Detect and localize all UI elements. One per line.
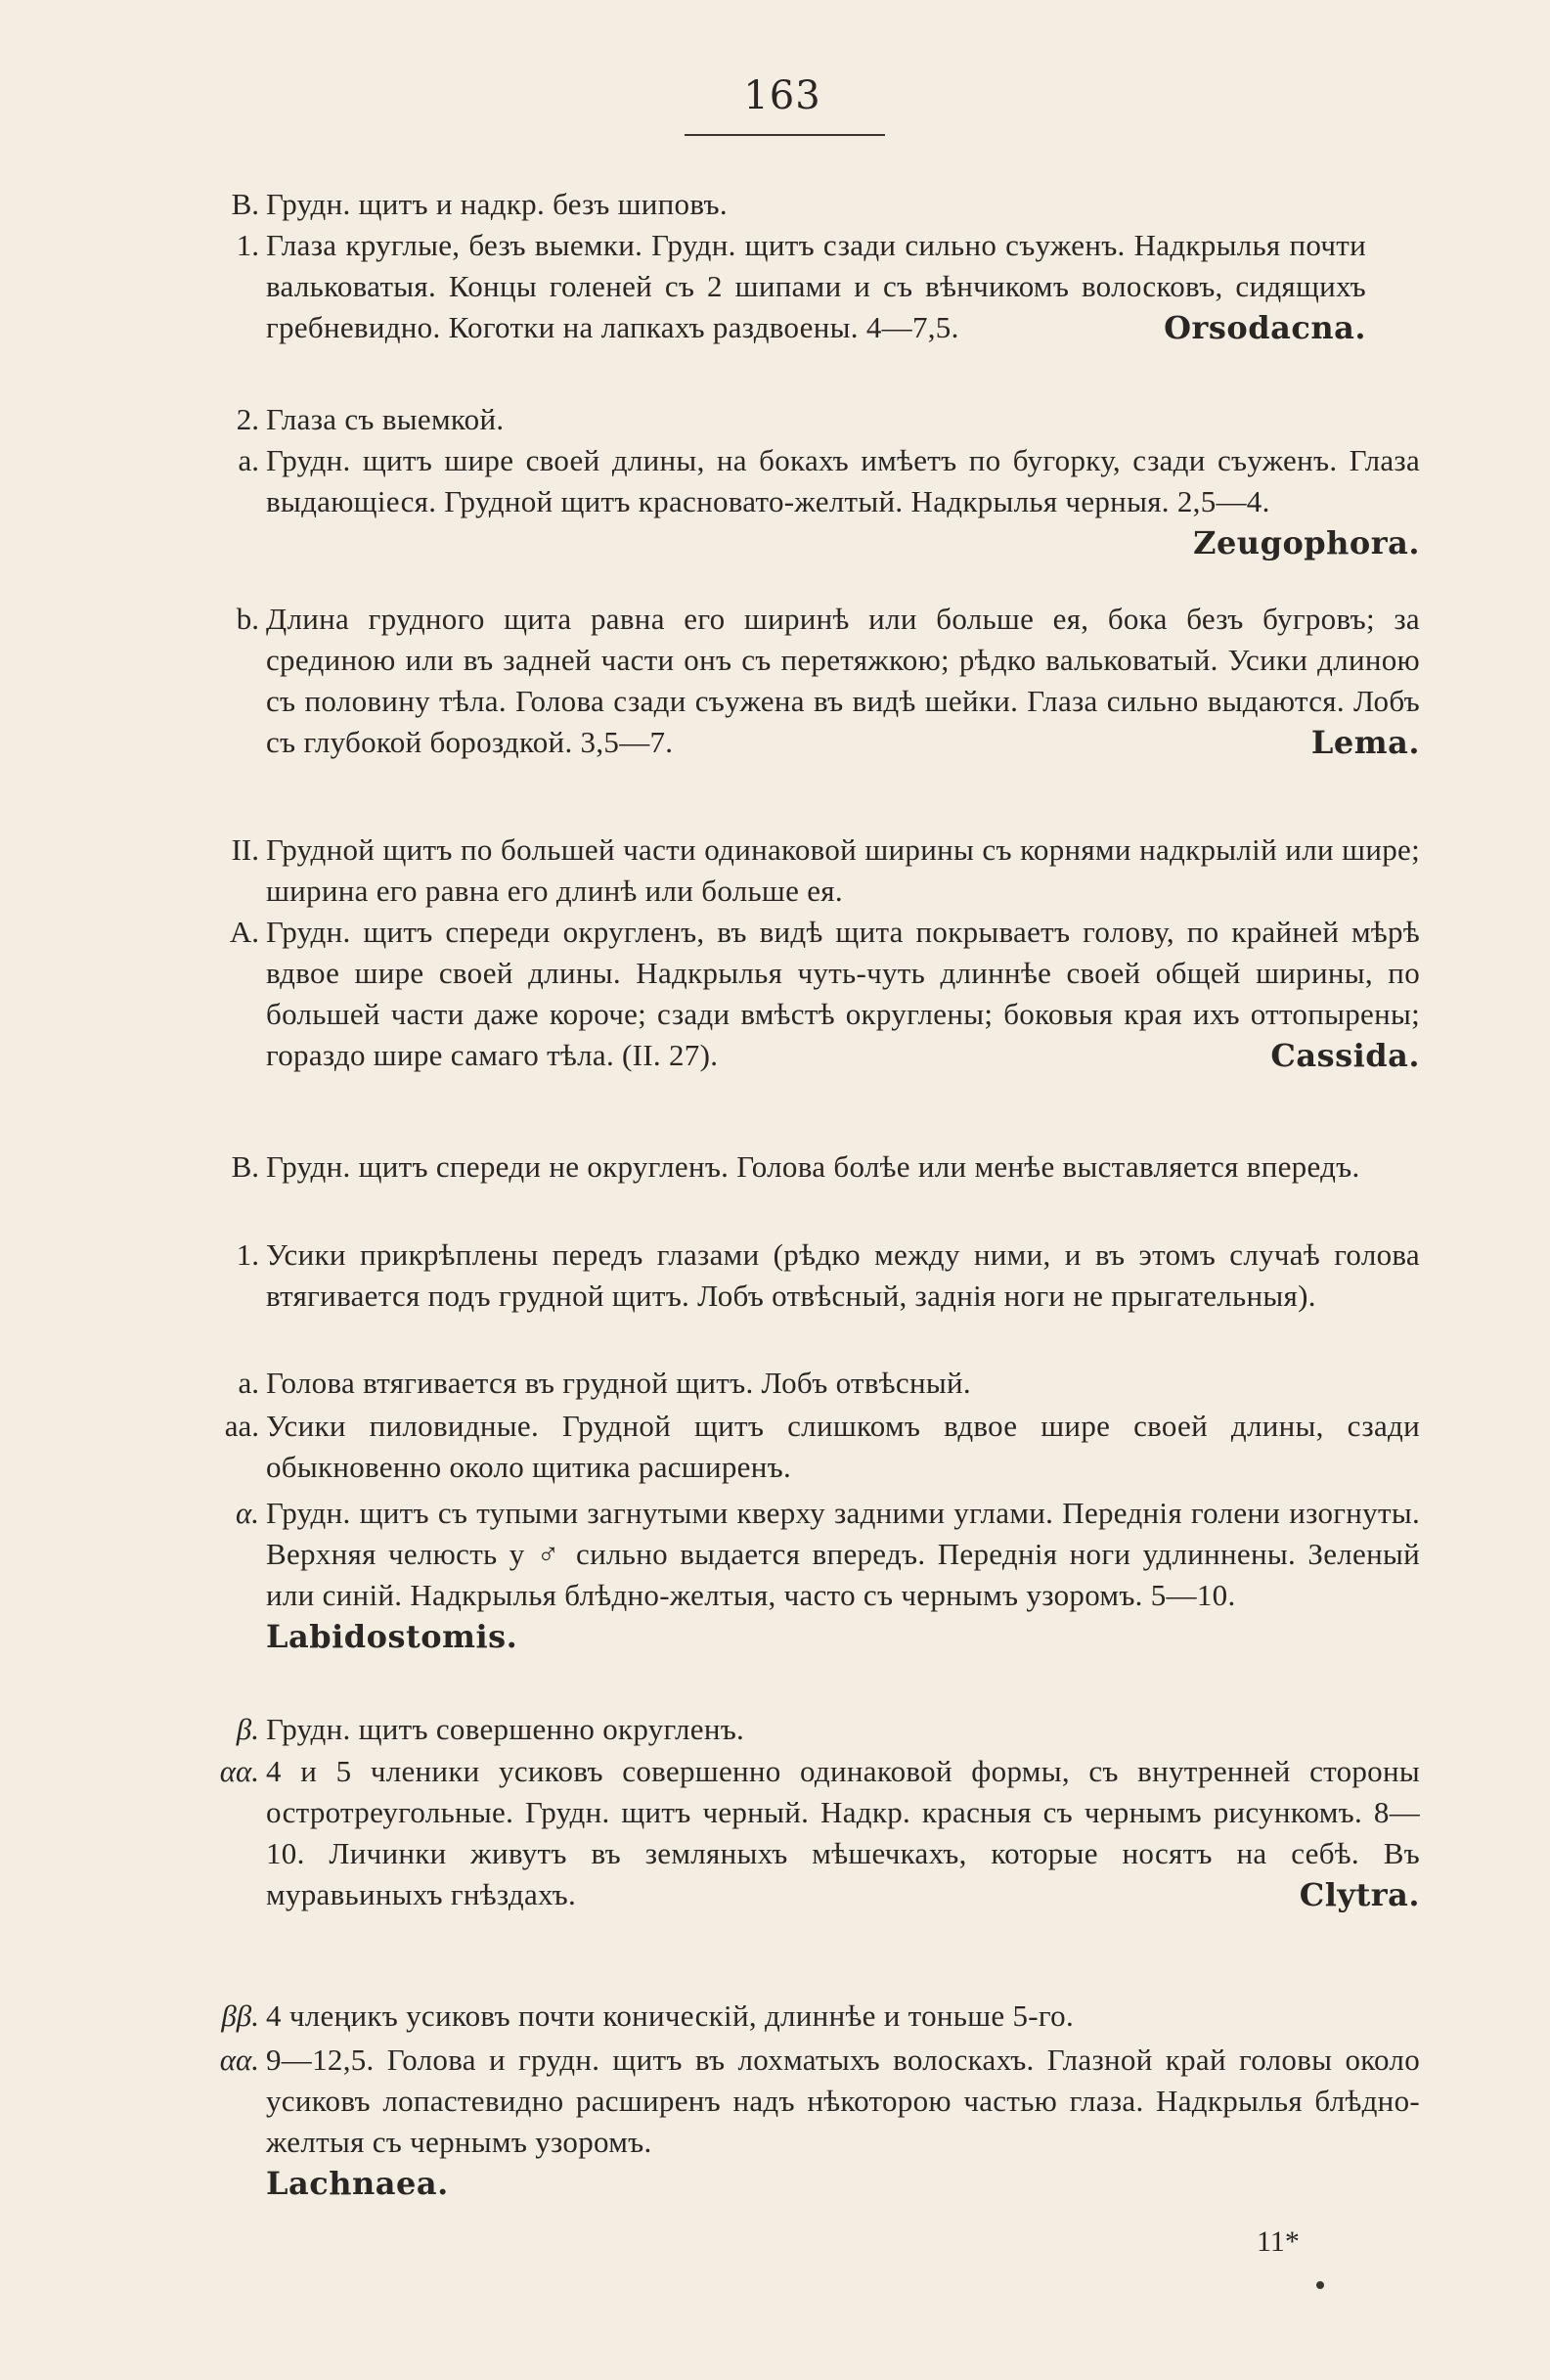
genus-name: Cassida. <box>1270 1037 1420 1074</box>
entry-marker: ββ. <box>221 1998 259 2033</box>
entry-text: Грудн. щитъ съ тупыми загнутыми кверху задними углами. Переднія голени изогнуты. Верхняя челюсть у ♂ сильно выдается впередъ. Переднія ноги удлиннены. Зеленый или синій. Надкрылья блѣдно-желтыя, часто съ чернымъ узоромъ. 5—10. <box>266 1496 1420 1612</box>
genus-name: Lema. <box>1310 724 1420 761</box>
entry-text: Глаза круглые, безъ выемки. Грудн. щитъ сзади сильно съуженъ. Надкрылья почти вальковатыя. Концы голеней съ 2 шипами и съ вѣнчикомъ волосковъ, сидящихъ гребневидно. Коготки на лапкахъ раздвоены. 4—7,5. <box>266 228 1366 344</box>
entry-marker: αα. <box>219 2043 259 2077</box>
entry-text: Голова втягивается въ грудной щитъ. Лобъ отвѣсный. <box>266 1366 971 1400</box>
entry-text: Усики прикрѣплены передъ глазами (рѣдко между ними, и въ этомъ случаѣ голова втягивается подъ грудной щитъ. Лобъ отвѣсный, заднія ноги не прыгательныя). <box>266 1237 1420 1313</box>
entry-marker: A. <box>229 915 259 949</box>
entry-marker: a. <box>238 1366 259 1400</box>
entry-text: Грудн. щитъ совершенно округленъ. <box>266 1712 745 1746</box>
entry-marker: β. <box>236 1712 259 1746</box>
entry-text: Грудн. щитъ и надкр. безъ шиповъ. <box>266 187 728 221</box>
page-number: 163 <box>743 73 821 118</box>
entry-marker: 1. <box>236 228 259 262</box>
entry-text: Усики пиловидные. Грудной щитъ слишкомъ вдвое шире своей длины, сзади обыкновенно около щитика расширенъ. <box>266 1409 1420 1484</box>
printer-signature: 11* <box>1257 2225 1300 2258</box>
entry-text: 9—12,5. Голова и грудн. щитъ въ лохматыхъ волоскахъ. Глазной край головы около усиковъ лопастевидно расширенъ надъ нѣкоторою частью глаза. Надкрылья блѣдно-желтыя съ чернымъ узоромъ. <box>266 2043 1420 2159</box>
entry-marker: 2. <box>236 402 259 436</box>
header-rule <box>685 134 885 136</box>
entry-text: Длина грудного щита равна его ширинѣ или больше ея, бока безъ бугровъ; за срединою или въ задней части онъ съ перетяжкою; рѣдко вальковатый. Усики длиною съ половину тѣла. Голова сзади съужена въ видѣ шейки. Глаза сильно выдаются. Лобъ съ глубокой бороздкой. 3,5—7. <box>266 602 1420 759</box>
ink-dot <box>1316 2281 1324 2289</box>
entry-marker: a. <box>238 443 259 477</box>
entry-text: 4 члеңикъ усиковъ почти коническій, длиннѣе и тоньше 5-го. <box>266 1998 1075 2033</box>
entry-marker: 1. <box>236 1237 259 1272</box>
genus-name: Labidostomis. <box>266 1618 518 1655</box>
entry-marker: b. <box>236 602 259 636</box>
entry-text: Глаза съ выемкой. <box>266 402 505 436</box>
entry-marker: B. <box>231 187 259 221</box>
entry-text: Грудной щитъ по большей части одинаковой ширины съ корнями надкрылій или шире; ширина его равна его длинѣ или больше ея. <box>266 832 1420 908</box>
entry-marker: αα. <box>219 1754 259 1788</box>
entry-marker: B. <box>231 1149 259 1184</box>
entry-marker: aa. <box>224 1409 259 1443</box>
entry-text: 4 и 5 членики усиковъ совершенно одинаковой формы, съ внутренней стороны остротреугольные. Грудн. щитъ черный. Надкр. красныя съ чернымъ рисункомъ. 8—10. Личинки живутъ въ земляныхъ мѣшечкахъ, которые носятъ на себѣ. Въ муравьиныхъ гнѣздахъ. <box>266 1754 1420 1911</box>
genus-name: Clytra. <box>1299 1876 1420 1913</box>
entry-marker: II. <box>231 832 259 867</box>
entry-text: Грудн. щитъ спереди не округленъ. Голова болѣе или менѣе выставляется впередъ. <box>266 1149 1360 1184</box>
genus-name: Lachnaea. <box>266 2165 449 2202</box>
entry-marker: α. <box>235 1496 259 1530</box>
entry-text: Грудн. щитъ спереди округленъ, въ видѣ щита покрываетъ голову, по крайней мѣрѣ вдвое шире своей длины. Надкрылья чуть-чуть длиннѣе своей общей ширины, по большей части даже короче; сзади вмѣстѣ округлены; боковыя края ихъ оттопырены; гораздо шире самаго тѣла. (II. 27). <box>266 915 1420 1072</box>
genus-name: Zeugophora. <box>1193 524 1420 561</box>
genus-name: Orsodacna. <box>1164 309 1366 346</box>
entry-text: Грудн. щитъ шире своей длины, на бокахъ имѣетъ по бугорку, сзади съуженъ. Глаза выдающіеся. Грудной щитъ красновато-желтый. Надкрылья черныя. 2,5—4. <box>266 443 1420 518</box>
